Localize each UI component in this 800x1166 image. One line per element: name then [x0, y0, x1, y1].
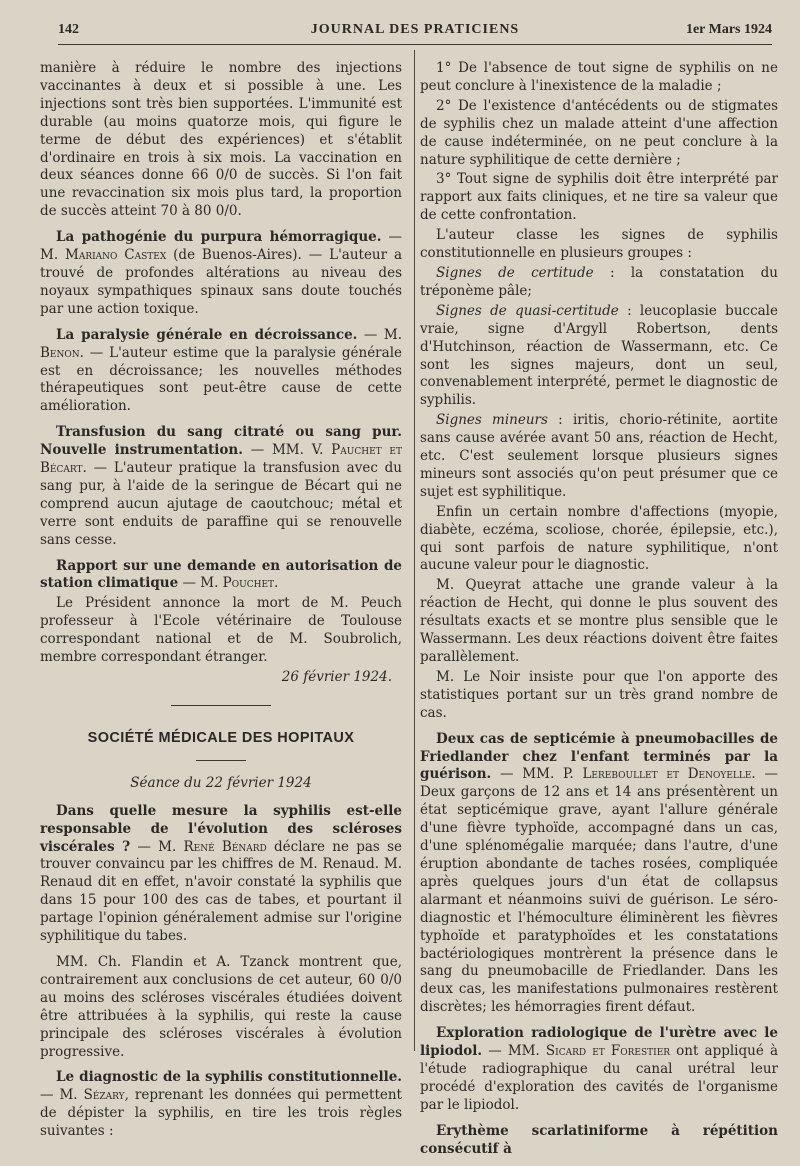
article-title: Exploration radiologique de l'urètre avec le lipiodol. [420, 1025, 778, 1060]
article-author: M. René Bénard [158, 838, 267, 855]
article-purpura: La pathogénie du purpura hémorragique. — M. Mariano Castex (de Buenos-Aires). — L'auteur a trouvé de profondes altérations au niveau des noyaux sympathiques spinaux sans doute touchés par une action toxique. [40, 229, 403, 317]
article-title: Dans quelle mesure la syphilis est-elle responsable de l'évolution des scléroses viscérales ? [40, 802, 402, 855]
session-date: Séance du 22 février 1924 [130, 774, 312, 791]
date-signature: 26 février 1924. [281, 669, 392, 685]
article-text: — Deux garçons de 12 ans et 14 ans présentèrent un état septicémique grave, ayant l'allure générale d'une fièvre typhoïde, accompagné dans un cas, d'une splénomégalie marquée; dans l'autre, d'une éruption abondante de taches rosées, compliquée après quelques jours d'un état de collapsus alarmant et néanmoins suivi de guérison. Le séro-diagnostic et l'hémoculture éliminèrent les fièvres typhoïde et paratyphoïdes et les constatations bactériologiques montrèrent la présence dans le sang du pneumobacille de Friedlander. Dans les deux cas, les manifestations pulmonaires restèrent discrètes; les hémorragies firent défaut. [420, 766, 779, 1016]
section-heading: SOCIÉTÉ MÉDICALE DES HOPITAUX [87, 729, 355, 746]
left-column [40, 60, 402, 1149]
article-text: déclare ne pas se trouver convaincu par les chiffres de M. Renaud. M. Renaud dit en effet, n'avoir constaté la syphilis que dans 15 pour 100 des cas de tabes, et pourtant il partage l'opinion généralement admise sur l'origine syphilitique du tabes. [40, 838, 402, 945]
sign-group [420, 303, 778, 410]
right-column [420, 60, 778, 1166]
article-text: — L'auteur estime que la paralysie générale est en décroissance; les nouvelles méthodes thérapeutiques sont peut-être cause de cette amélioration. [40, 344, 402, 415]
article-transfusion: Transfusion du sang citraté ou sang pur. Nouvelle instrumentation. — MM. V. Pauchet et Bécart. — L'auteur pratique la transfusion avec du sang pur, à l'aide de la seringue de Bécart qui ne comprend aucun ajutage de caoutchouc; métal et verre sont enduits de paraffine qui se renouvelle sans cesse. [40, 424, 403, 548]
sign-text: : la constatation du tréponème pâle; [420, 264, 778, 299]
article-author: M. Sézary, [59, 1087, 129, 1104]
journal-title: JOURNAL DES PRATICIENS [310, 22, 520, 37]
article-author: MM. P. Lereboullet et Denoyelle. [522, 766, 756, 783]
paragraph: L'auteur classe les signes de syphilis constitutionnelle en plusieurs groupes : [420, 227, 778, 262]
article-erytheme [420, 1123, 778, 1159]
article-author: MM. V. Pauchet et Bécart. [40, 442, 403, 477]
sign-label: Signes mineurs [436, 412, 548, 429]
article-author: M. Mariano Castex [40, 247, 167, 264]
article-station-climatique: Rapport sur une demande en autorisation de station climatique — M. Pouchet. [40, 557, 402, 592]
column-divider [414, 50, 415, 1051]
article-paralysie: La paralysie générale en décroissance. — M. Benon. — L'auteur estime que la paralysie générale est en décroissance; les nouvelles méthodes thérapeutiques sont peut-être cause de cette amélioration. [40, 326, 402, 415]
rule-item: 1° De l'absence de tout signe de syphilis on ne peut conclure à l'inexistence de la maladie ; [420, 60, 778, 94]
article-text: (de Buenos-Aires). — L'auteur a trouvé de profondes altérations au niveau des noyaux sympathiques spinaux sans doute touchés par une action toxique. [40, 247, 403, 317]
sign-group [420, 412, 778, 502]
paragraph: MM. Ch. Flandin et A. Tzanck montrent que, contrairement aux conclusions de cet auteur, 60 0/0 au moins des scléroses viscérales étudiées doivent être attribuées à la syphilis, qui reste la cause principale des scléroses viscérales à évolution progressive. [40, 953, 402, 1060]
article-author: M. Benon. [40, 326, 402, 361]
sign-text: : iritis, chorio-rétinite, aortite sans cause avérée avant 50 ans, réaction de Hecht, etc. C'est seulement lorsque plusieurs signes mineurs sont associés qu'on peut présumer que ce sujet est syphilitique. [420, 412, 778, 500]
article-text: ont appliqué à l'étude radiographique du canal urétral leur procédé d'exploration des cavités de l'organisme par le lipiodol. [420, 1043, 778, 1113]
rule-item: 3° Tout signe de syphilis doit être interprété par rapport aux faits cliniques, et ne tire sa valeur que de cette confrontation. [420, 171, 778, 224]
article-septicemie: Deux cas de septicémie à pneumobacilles de Friedlander chez l'enfant terminés par la guérison. — MM. P. Lereboullet et Denoyelle. — Deux garçons de 12 ans et 14 ans présentèrent un état septicémique grave, ayant l'allure générale d'une fièvre typhoïde, accompagné dans un cas, d'une splénomégalie marquée; dans l'autre, d'une éruption abondante de taches rosées, compliquée après quelques jours d'un état de collapsus alarmant et néanmoins suivi de guérison. Le séro-diagnostic et l'hémoculture éliminèrent les fièvres typhoïde et paratyphoïdes et les constatations bactériologiques montrèrent la présence dans le sang du pneumobacille de Friedlander. Dans les deux cas, les manifestations pulmonaires restèrent discrètes; les hémorragies firent défaut. [420, 730, 779, 1016]
paragraph: M. Queyrat attache une grande valeur à la réaction de Hecht, qui donne le plus souvent des résultats exacts et se montre plus sensible que le Wassermann. Les deux réactions doivent être faites parallèlement. [420, 577, 778, 665]
article-title: Transfusion du sang citraté ou sang pur. Nouvelle instrumentation. [40, 424, 402, 459]
article-author: MM. Sicard et Forestier [507, 1043, 671, 1060]
article-title: La paralysie générale en décroissance. [56, 326, 358, 343]
article-diagnostic: Le diagnostic de la syphilis constitutionnelle. — M. Sézary, reprenant les données qui permettent de dépister la syphilis, en tire les trois règles suivantes : [40, 1069, 402, 1140]
sign-label: Signes de certitude [436, 264, 594, 281]
article-text: reprenant les données qui permettent de dépister la syphilis, en tire les trois règles suivantes : [40, 1087, 402, 1140]
paragraph: M. Le Noir insiste pour que l'on apporte des statistiques portant sur un très grand nombre de cas. [420, 668, 778, 721]
article-title: Deux cas de septicémie à pneumobacilles de Friedlander chez l'enfant terminés par la guérison. [420, 730, 778, 783]
sign-group [420, 265, 778, 301]
article-title: Rapport sur une demande en autorisation de station climatique [40, 557, 402, 592]
sign-text: : leucoplasie buccale vraie, signe d'Argyll Robertson, dents d'Hutchinson, réaction de Wassermann, etc. Ce sont les signes majeurs, dont un seul, convenablement interprété, permet le diagnostic de syphilis. [420, 302, 778, 409]
article-text: — L'auteur pratique la transfusion avec du sang pur, à l'aide de la seringue de Bécart qui ne comprend aucun ajutage de caoutchouc; métal et verre sont enduits de paraffine qui se renouvelle sans cesse. [40, 460, 402, 548]
rule-item: 2° De l'existence d'antécédents ou de stigmates de syphilis chez un malade atteint d'une affection de cause indéterminée, on ne peut conclure à la nature syphilitique de cette dernière ; [420, 97, 778, 168]
article-urètre: Exploration radiologique de l'urètre avec le lipiodol. — MM. Sicard et Forestier ont appliqué à l'étude radiographique du canal urétral leur procédé d'exploration des cavités de l'organisme par le lipiodol. [420, 1025, 778, 1113]
page-number: 142 [58, 22, 79, 37]
page-header [58, 20, 772, 45]
issue-date: 1er Mars 1924 [685, 22, 772, 37]
separator-rule [171, 705, 271, 706]
announcement: Le Président annonce la mort de M. Peuch professeur à l'Ecole vétérinaire de Toulouse correspondant national et de M. Soubrolich, membre correspondant étranger. [40, 595, 402, 666]
article-scleroses: Dans quelle mesure la syphilis est-elle responsable de l'évolution des scléroses viscérales ? — M. René Bénard déclare ne pas se trouver convaincu par les chiffres de M. Renaud. M. Renaud dit en effet, n'avoir constaté la syphilis que dans 15 pour 100 des cas de tabes, et pourtant il partage l'opinion généralement admise sur l'origine syphilitique du tabes. [40, 802, 402, 945]
heading-rule [196, 760, 246, 761]
article-title: La pathogénie du purpura hémorragique. [56, 229, 382, 246]
article-title: Erythème scarlatiniforme à répétition consécutif à [420, 1122, 778, 1157]
paragraph: manière à réduire le nombre des injections vaccinantes à deux et si possible à une. Les injections sont très bien supportées. L'immunité est durable (au moins quatorze mois, qui figure le terme de début des expériences) et s'établit d'ordinaire en trois à six mois. La vaccination en deux séances donne 66 0/0 de succès. Si l'on fait une revaccination six mois plus tard, la proportion de succès atteint 70 à 80 0/0. [40, 60, 402, 220]
sign-label: Signes de quasi-certitude [436, 302, 619, 319]
paragraph: Enfin un certain nombre d'affections (myopie, diabète, eczéma, scoliose, chorée, épilepsie, etc.), qui sont parfois de nature syphilitique, n'ont aucune valeur pour le diagnostic. [420, 503, 778, 574]
article-title: Le diagnostic de la syphilis constitutionnelle. [56, 1069, 402, 1086]
article-author: M. Pouchet. [200, 575, 279, 592]
